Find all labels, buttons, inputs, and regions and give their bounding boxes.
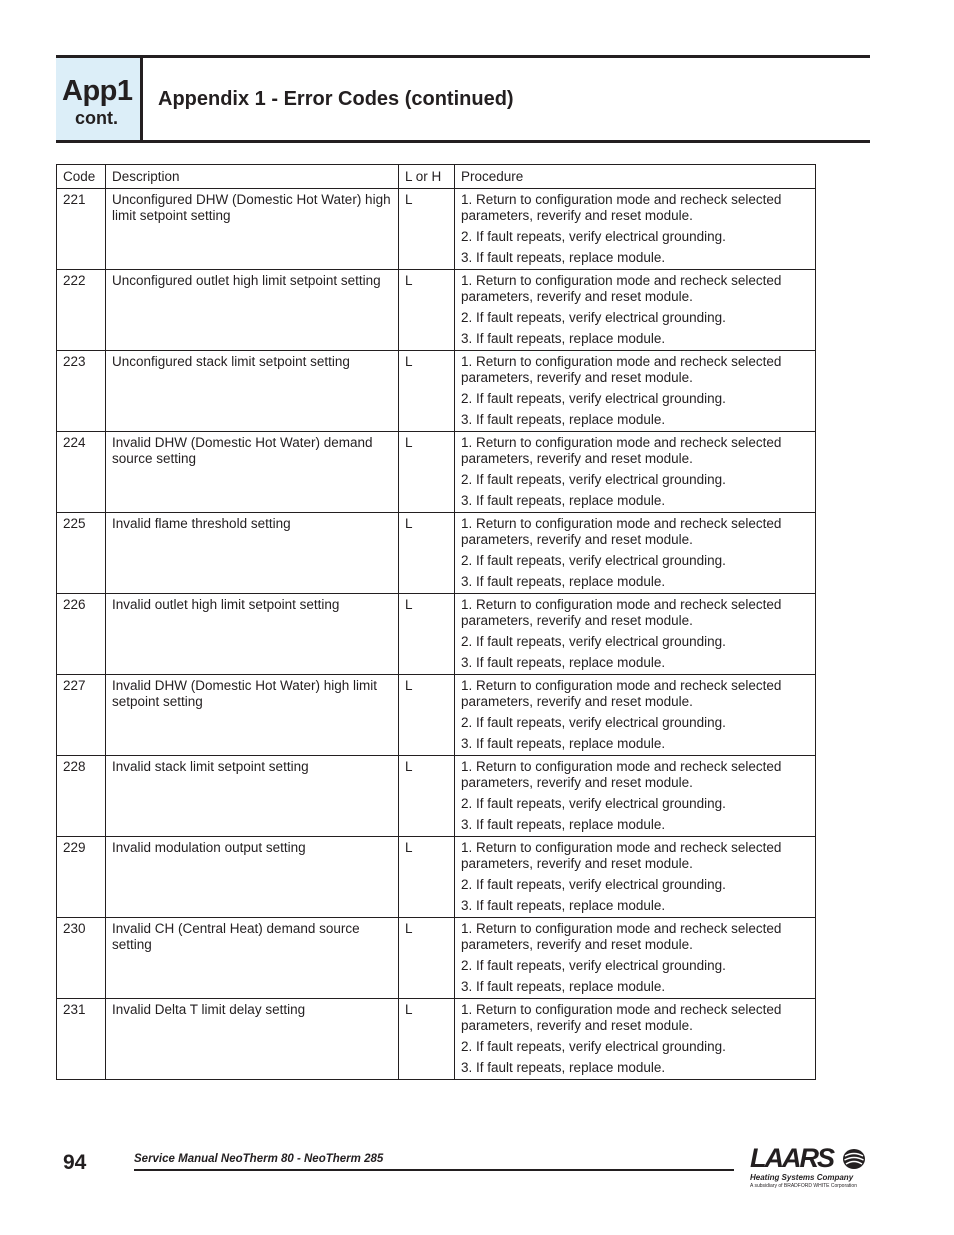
procedure-step: 3. If fault repeats, replace module. (461, 493, 666, 508)
procedure-step: 3. If fault repeats, replace module. (461, 736, 666, 751)
header-code: Code (57, 165, 106, 189)
error-code-cell: 228 (57, 756, 106, 837)
table-row (57, 837, 816, 918)
description-cell: Unconfigured outlet high limit setpoint setting (106, 270, 399, 351)
l-or-h-cell: L (399, 999, 455, 1080)
procedure-step: 1. Return to configuration mode and recheck selected parameters, reverify and reset module. (461, 840, 782, 871)
table-row (57, 756, 816, 837)
procedure-step: 1. Return to configuration mode and recheck selected parameters, reverify and reset module. (461, 759, 782, 790)
description-cell: Invalid Delta T limit delay setting (106, 999, 399, 1080)
error-code-cell: 221 (57, 189, 106, 270)
procedure-step: 3. If fault repeats, replace module. (461, 1060, 666, 1075)
procedure-step: 2. If fault repeats, verify electrical grounding. (461, 229, 726, 244)
procedure-cell (455, 189, 816, 270)
header-procedure: Procedure (455, 165, 816, 189)
logo-swirl-icon (842, 1148, 866, 1170)
procedure-cell (455, 675, 816, 756)
description-cell: Invalid modulation output setting (106, 837, 399, 918)
error-code-cell: 223 (57, 351, 106, 432)
l-or-h-cell: L (399, 837, 455, 918)
l-or-h-cell: L (399, 675, 455, 756)
table-row (57, 270, 816, 351)
appendix-tab-sublabel: cont. (75, 108, 118, 128)
manual-title: Service Manual NeoTherm 80 - NeoTherm 285 (134, 1153, 384, 1165)
procedure-cell (455, 594, 816, 675)
procedure-step: 2. If fault repeats, verify electrical grounding. (461, 715, 726, 730)
l-or-h-cell: L (399, 756, 455, 837)
procedure-step: 2. If fault repeats, verify electrical grounding. (461, 634, 726, 649)
table-row (57, 918, 816, 999)
procedure-cell (455, 513, 816, 594)
procedure-step: 1. Return to configuration mode and recheck selected parameters, reverify and reset module. (461, 435, 782, 466)
description-cell: Invalid CH (Central Heat) demand source setting (106, 918, 399, 999)
description-cell: Invalid outlet high limit setpoint setting (106, 594, 399, 675)
header-top-rule (56, 55, 870, 58)
procedure-step: 3. If fault repeats, replace module. (461, 655, 666, 670)
error-code-cell: 222 (57, 270, 106, 351)
procedure-step: 3. If fault repeats, replace module. (461, 898, 666, 913)
procedure-step: 1. Return to configuration mode and recheck selected parameters, reverify and reset module. (461, 678, 782, 709)
appendix-tab (56, 58, 143, 140)
procedure-step: 3. If fault repeats, replace module. (461, 331, 666, 346)
description-cell: Unconfigured DHW (Domestic Hot Water) high limit setpoint setting (106, 189, 399, 270)
table-row (57, 594, 816, 675)
error-code-cell: 231 (57, 999, 106, 1080)
procedure-step: 2. If fault repeats, verify electrical grounding. (461, 1039, 726, 1054)
error-code-cell: 224 (57, 432, 106, 513)
logo-fineprint: A subsidiary of BRADFORD WHITE Corporation (750, 1183, 857, 1189)
description-cell: Invalid stack limit setpoint setting (106, 756, 399, 837)
description-cell: Invalid flame threshold setting (106, 513, 399, 594)
procedure-step: 1. Return to configuration mode and recheck selected parameters, reverify and reset module. (461, 192, 782, 223)
l-or-h-cell: L (399, 270, 455, 351)
table-header-row (57, 165, 816, 189)
table-row (57, 513, 816, 594)
procedure-step: 1. Return to configuration mode and recheck selected parameters, reverify and reset module. (461, 516, 782, 547)
procedure-cell (455, 432, 816, 513)
error-codes-table (56, 164, 816, 1080)
table-row (57, 432, 816, 513)
header-bottom-rule (56, 140, 870, 143)
description-cell: Invalid DHW (Domestic Hot Water) demand source setting (106, 432, 399, 513)
appendix-tab-label: App1 (62, 75, 133, 107)
description-cell: Unconfigured stack limit setpoint setting (106, 351, 399, 432)
procedure-cell (455, 756, 816, 837)
procedure-step: 2. If fault repeats, verify electrical grounding. (461, 796, 726, 811)
table-row (57, 351, 816, 432)
procedure-step: 2. If fault repeats, verify electrical grounding. (461, 958, 726, 973)
laars-logo (748, 1143, 870, 1193)
error-code-cell: 227 (57, 675, 106, 756)
table-body (57, 189, 816, 1080)
l-or-h-cell: L (399, 351, 455, 432)
l-or-h-cell: L (399, 432, 455, 513)
error-code-cell: 230 (57, 918, 106, 999)
logo-wordmark: LAARS (750, 1143, 833, 1173)
procedure-step: 1. Return to configuration mode and recheck selected parameters, reverify and reset module. (461, 921, 782, 952)
error-code-cell: 226 (57, 594, 106, 675)
procedure-step: 1. Return to configuration mode and recheck selected parameters, reverify and reset module. (461, 354, 782, 385)
l-or-h-cell: L (399, 594, 455, 675)
table-row (57, 999, 816, 1080)
header-description: Description (106, 165, 399, 189)
header-l-or-h: L or H (399, 165, 455, 189)
description-cell: Invalid DHW (Domestic Hot Water) high limit setpoint setting (106, 675, 399, 756)
procedure-step: 3. If fault repeats, replace module. (461, 817, 666, 832)
procedure-step: 2. If fault repeats, verify electrical grounding. (461, 877, 726, 892)
l-or-h-cell: L (399, 918, 455, 999)
procedure-step: 3. If fault repeats, replace module. (461, 250, 666, 265)
error-code-cell: 229 (57, 837, 106, 918)
procedure-step: 1. Return to configuration mode and recheck selected parameters, reverify and reset module. (461, 273, 782, 304)
procedure-step: 2. If fault repeats, verify electrical grounding. (461, 553, 726, 568)
procedure-cell (455, 351, 816, 432)
table-row (57, 189, 816, 270)
procedure-cell (455, 837, 816, 918)
procedure-cell (455, 270, 816, 351)
procedure-step: 1. Return to configuration mode and recheck selected parameters, reverify and reset module. (461, 597, 782, 628)
table-row (57, 675, 816, 756)
logo-tagline: Heating Systems Company (750, 1173, 854, 1182)
l-or-h-cell: L (399, 513, 455, 594)
procedure-step: 1. Return to configuration mode and recheck selected parameters, reverify and reset module. (461, 1002, 782, 1033)
procedure-step: 2. If fault repeats, verify electrical grounding. (461, 391, 726, 406)
page-title: Appendix 1 - Error Codes (continued) (158, 88, 514, 110)
page-number: 94 (63, 1151, 87, 1174)
procedure-step: 2. If fault repeats, verify electrical grounding. (461, 472, 726, 487)
l-or-h-cell: L (399, 189, 455, 270)
procedure-step: 3. If fault repeats, replace module. (461, 979, 666, 994)
footer-rule (134, 1169, 734, 1171)
procedure-cell (455, 918, 816, 999)
procedure-step: 2. If fault repeats, verify electrical grounding. (461, 310, 726, 325)
procedure-step: 3. If fault repeats, replace module. (461, 574, 666, 589)
procedure-step: 3. If fault repeats, replace module. (461, 412, 666, 427)
procedure-cell (455, 999, 816, 1080)
error-code-cell: 225 (57, 513, 106, 594)
